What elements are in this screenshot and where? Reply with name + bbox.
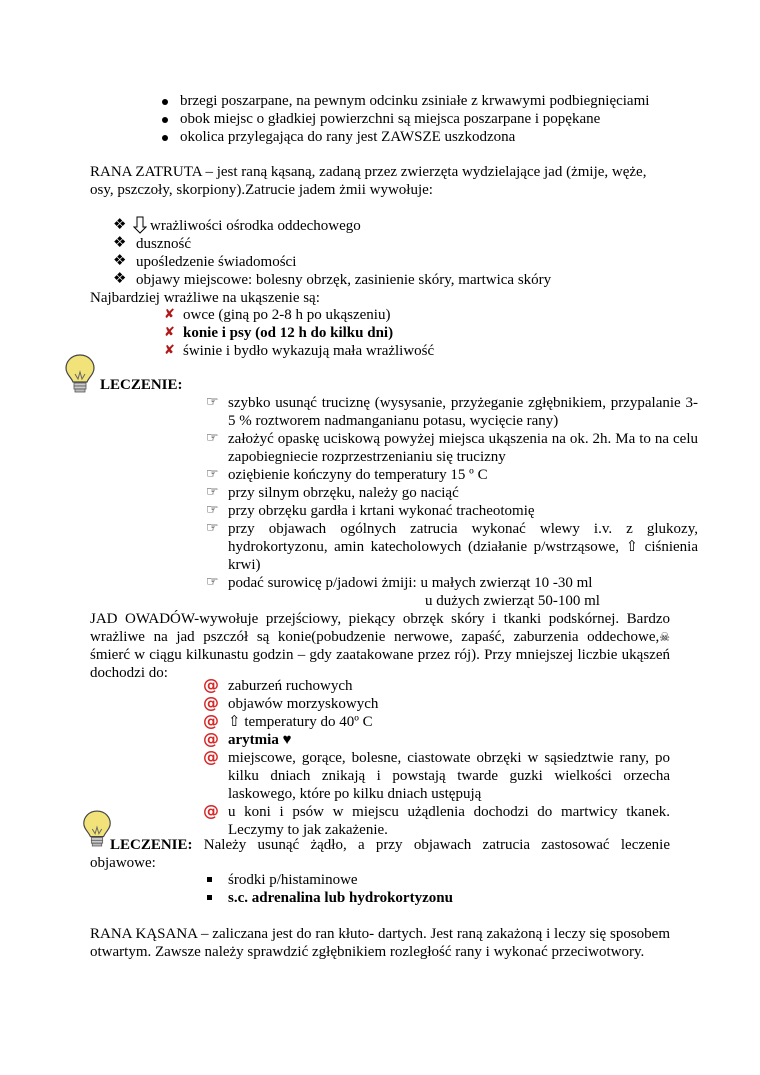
- pointing-hand-icon: ☞: [206, 430, 219, 446]
- treatment2-paragraph: LECZENIE: Należy usunąć żądło, a przy objawach zatrucia zastosować leczenie objawowe:: [90, 837, 670, 871]
- square-bullet-icon: [207, 895, 212, 900]
- symptom-item: objawy miejscowe: bolesny obrzęk, zasinienie skóry, martwica skóry: [136, 272, 552, 288]
- spiral-bullet-icon: @: [203, 729, 219, 748]
- treatment-item: założyć opaskę uciskową powyżej miejsca ukąszenia na ok. 2h. Ma to na celu zapobiegniecie rozprzestrzenianiu się trucizny: [228, 431, 698, 465]
- pointing-hand-icon: ☞: [206, 520, 219, 536]
- x-mark-icon: ✘: [164, 343, 175, 358]
- treatment2-item: s.c. adrenalina lub hydrokortyzonu: [228, 890, 453, 906]
- treatment-heading: LECZENIE:: [100, 377, 183, 393]
- treatment-item-extra: u dużych zwierząt 50-100 ml: [425, 593, 600, 609]
- treatment2-item: środki p/histaminowe: [228, 872, 358, 888]
- list-item: obok miejsc o gładkiej powierzchni są miejsca poszarpane i popękane: [180, 111, 601, 127]
- rana-zatruta-line2: osy, pszczoły, skorpiony).Zatrucie jadem żmii wywołuje:: [90, 182, 433, 198]
- effect-item: miejscowe, gorące, bolesne, ciastowate obrzęki w sąsiedztwie rany, po kilku dniach znikają i powstają twarde guzki wielkości orzecha laskowego, które po kilku dniach ustępują: [228, 750, 670, 802]
- sensitive-item: świnie i bydło wykazują mała wrażliwość: [183, 343, 435, 359]
- rana-zatruta-line1: RANA ZATRUTA – jest raną kąsaną, zadaną przez zwierzęta wydzielające jad (żmije, węże,: [90, 164, 647, 180]
- x-mark-icon: ✘: [164, 307, 175, 322]
- pointing-hand-icon: ☞: [206, 484, 219, 500]
- x-mark-icon: ✘: [164, 325, 175, 340]
- treatment2-heading: LECZENIE:: [110, 837, 193, 853]
- list-item: brzegi poszarpane, na pewnym odcinku zsiniałe z krwawymi podbiegnięciami: [180, 93, 650, 109]
- treatment-item: przy obrzęku gardła i krtani wykonać tracheotomię: [228, 503, 535, 519]
- bullet-dot: [162, 117, 168, 123]
- spiral-bullet-icon: @: [203, 693, 219, 712]
- bullet-dot: [162, 99, 168, 105]
- treatment-item: szybko usunąć truciznę (wysysanie, przyżeganie zgłębnikiem, przypalanie 3- 5 % roztworem nadmanganianu potasu, wycięcie rany): [228, 395, 698, 429]
- symptom-item: upośledzenie świadomości: [136, 254, 297, 270]
- four-diamond-bullet-icon: ❖: [113, 215, 127, 233]
- effect-item: objawów morzyskowych: [228, 696, 379, 712]
- treatment-item: oziębienie kończyny do temperatury 15 º C: [228, 467, 488, 483]
- four-diamond-bullet-icon: ❖: [113, 233, 127, 251]
- symptom-item: duszność: [136, 236, 191, 252]
- skull-icon: ☠: [659, 630, 670, 644]
- effect-item: zaburzeń ruchowych: [228, 678, 353, 694]
- bullet-dot: [162, 135, 168, 141]
- pointing-hand-icon: ☞: [206, 466, 219, 482]
- spiral-bullet-icon: @: [203, 747, 219, 766]
- pointing-hand-icon: ☞: [206, 502, 219, 518]
- pointing-hand-icon: ☞: [206, 394, 219, 410]
- sensitive-item: konie i psy (od 12 h do kilku dni): [183, 325, 394, 341]
- sensitive-item: owce (giną po 2-8 h po ukąszeniu): [183, 307, 391, 323]
- treatment-item: przy objawach ogólnych zatrucia wykonać wlewy i.v. z glukozy, hydrokortyzonu, amin katecholowych (działanie p/wstrząsowe, ⇧ ciśnienia krwi): [228, 521, 698, 573]
- four-diamond-bullet-icon: ❖: [113, 251, 127, 269]
- jad-owadow-paragraph: JAD OWADÓW-wywołuje przejściowy, piekący obrzęk skóry i tkanki podskórnej. Bardzo wrażliwe na jad pszczół są konie(pobudzenie nerwowe, zapaść, zaburzenia oddechowe,☠ śmierć w ciągu kilkunastu godzin – gdy zaatakowane przez rój). Przy mniejszej liczbie ukąszeń dochodzi do:: [90, 611, 670, 681]
- spiral-bullet-icon: @: [203, 801, 219, 820]
- symptom-item: wrażliwości ośrodka oddechowego: [150, 218, 361, 234]
- treatment-item: przy silnym obrzęku, należy go naciąć: [228, 485, 459, 501]
- pointing-hand-icon: ☞: [206, 574, 219, 590]
- sensitive-heading: Najbardziej wrażliwe na ukąszenie są:: [90, 290, 320, 306]
- lightbulb-icon: [62, 352, 98, 396]
- spiral-bullet-icon: @: [203, 711, 219, 730]
- list-item: okolica przylegająca do rany jest ZAWSZE uszkodzona: [180, 129, 516, 145]
- square-bullet-icon: [207, 877, 212, 882]
- effect-item: arytmia ♥: [228, 732, 292, 748]
- arrow-down-icon: [133, 216, 147, 234]
- treatment-item: podać surowicę p/jadowi żmiji: u małych zwierząt 10 -30 ml: [228, 575, 593, 591]
- effect-item: ⇧ temperatury do 40º C: [228, 714, 373, 730]
- rana-kasana-paragraph: RANA KĄSANA – zaliczana jest do ran kłuto- dartych. Jest raną zakażoną i leczy się sposobem otwartym. Zawsze należy sprawdzić zgłębnikiem rozległość rany i wykonać przeciwotwory.: [90, 926, 670, 960]
- four-diamond-bullet-icon: ❖: [113, 269, 127, 287]
- spiral-bullet-icon: @: [203, 675, 219, 694]
- effect-item: u koni i psów w miejscu użądlenia dochodzi do martwicy tkanek. Leczymy to jak zakażenie.: [228, 804, 670, 838]
